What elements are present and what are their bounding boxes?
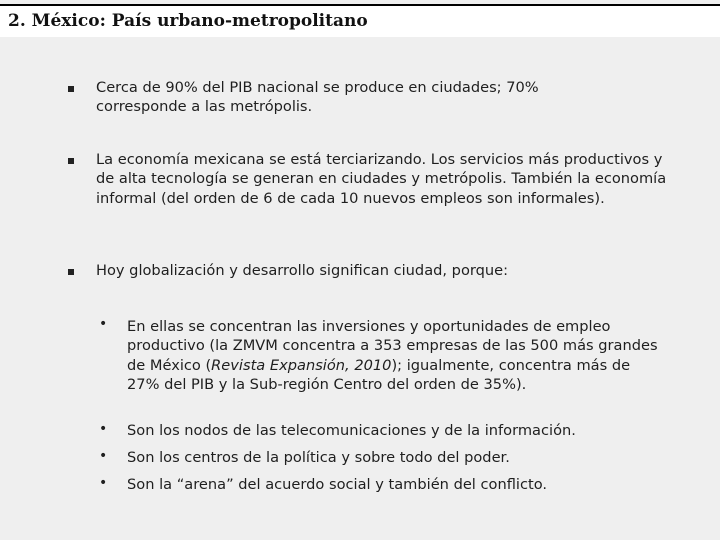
square-bullet-icon [68, 158, 74, 164]
title-top-line [0, 4, 720, 6]
dot-bullet-icon: • [99, 475, 108, 491]
bullet-text: La economía mexicana se está terciarizando. Los servicios más productivos y de alta tecnología se generan en ciudades y metrópolis. También la economía informal (del orden de 6 de cada 10 nuevos empleos son informales). [96, 151, 667, 207]
subbullet-text-part: ); igualmente, concentra más de 27% del PIB y la Sub-región Centro del orden de 35%). [127, 356, 631, 394]
subbullet-text: Son los centros de la política y sobre todo del poder. [127, 449, 510, 466]
dot-bullet-icon: • [99, 421, 108, 437]
subbullet-text-part: En ellas se concentran las inversiones y oportunidades de empleo productivo (la ZMVM concentra a 353 empresas de las 500 más grandes de México ( [127, 318, 658, 374]
square-bullet-icon [68, 86, 74, 92]
subbullet-citation: Revista Expansión, 2010 [211, 356, 392, 374]
subbullet-text: Son los nodos de las telecomunicaciones y de la información. [127, 422, 576, 439]
dot-bullet-icon: • [99, 448, 108, 464]
bullet-text: Hoy globalización y desarrollo significan ciudad, porque: [96, 262, 509, 279]
subbullet-text [127, 317, 667, 395]
bullet-text: Cerca de 90% del PIB nacional se produce en ciudades; 70% corresponde a las metrópolis. [96, 79, 539, 116]
title-bar [0, 4, 720, 37]
square-bullet-icon [68, 269, 74, 275]
dot-bullet-icon: • [99, 316, 108, 332]
page-title: 2. México: País urbano-metropolitano [8, 11, 368, 31]
subbullet-text: Son la “arena” del acuerdo social y también del conflicto. [127, 476, 548, 493]
